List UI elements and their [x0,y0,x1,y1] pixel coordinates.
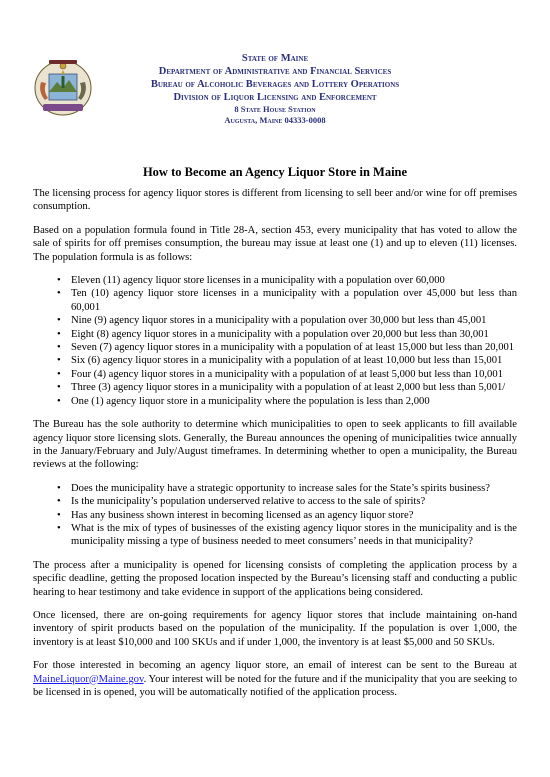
list-item-text: One (1) agency liquor store in a municipality where the population is less than 2,000 [71,395,430,407]
bullet-icon: • [57,355,61,367]
list-item-text: Is the municipality’s population underserved relative to access to the sale of spirits? [71,496,426,508]
paragraph-process: The process after a municipality is opened for licensing consists of completing the application process by a specific deadline, getting the proposed location inspected by the Bureau’s licensing staff and conducting a public hearing to hear testimony and take evidence in support of the applications being considered. [33,559,517,598]
letterhead-division: Division of Liquor Licensing and Enforcement [173,92,377,103]
letterhead-station: 8 State House Station [234,104,316,114]
contact-text-before: For those interested in becoming an agency liquor store, an email of interest can be sent to the Bureau at [33,660,517,672]
list-item [57,381,517,394]
page-title: How to Become an Agency Liquor Store in Maine [142,165,408,179]
bullet-icon: • [57,342,61,354]
list-item-text: Has any business shown interest in becoming licensed as an agency liquor store? [71,509,414,521]
list-item-text: Eleven (11) agency liquor store licenses in a municipality with a population over 60,000 [71,275,445,287]
list-item-text: Eight (8) agency liquor stores in a municipality with a population over 20,000 but less than 30,001 [71,328,489,340]
paragraph-bureau-authority: The Bureau has the sole authority to determine which municipalities to open to seek applicants to fill available agency liquor store licensing slots. Generally, the Bureau announces the opening of municipalities twice annually in the January/February and July/August timeframes. In determining whether to open a municipality, the Bureau reviews at the following: [33,419,517,471]
list-item-text: Three (3) agency liquor stores in a municipality with a population of at least 2,000 but less than 5,001/ [71,382,506,394]
maine-state-seal-icon [33,52,93,118]
list-item [57,395,517,408]
contact-text-after: . Your interest will be noted for the future and if the municipality that you are seeking to be licensed in is opened, you will be automatically notified of the application process. [33,673,517,698]
letterhead-department: Department of Administrative and Financial Services [158,66,392,77]
list-item-text: Six (6) agency liquor stores in a municipality with a population of at least 10,000 but less than 15,001 [71,355,503,367]
list-item [57,314,517,327]
paragraph-formula-intro: Based on a population formula found in Title 28-A, section 453, every municipality that has voted to allow the sale of spirits for off premises consumption, the bureau may issue at least one (1) and up to eleven (11) licenses. The population formula is as follows: [33,224,517,263]
letterhead [100,52,450,126]
list-item [57,341,517,354]
bullet-icon: • [57,382,61,394]
bullet-icon: • [57,509,61,521]
bullet-icon: • [57,395,61,407]
email-link[interactable]: MaineLiquor@Maine.gov [33,673,144,685]
bullet-icon: • [57,288,61,300]
list-item [57,354,517,367]
list-item [57,482,517,495]
bullet-icon: • [57,482,61,494]
list-item-text: Seven (7) agency liquor stores in a municipality with a population of at least 15,000 but less than 20,001 [71,342,515,354]
list-item-text: Ten (10) agency liquor store licenses in a municipality with a population over 45,000 but less than 60,001 [71,288,517,313]
letterhead-state: State of Maine [241,53,309,64]
bullet-icon: • [57,368,61,380]
document-body [33,187,517,709]
list-item [57,495,517,508]
list-item [57,522,517,549]
list-item-text: Does the municipality have a strategic opportunity to increase sales for the State’s spirits business? [71,482,490,494]
bullet-icon: • [57,496,61,508]
list-item-text: What is the mix of types of businesses of the existing agency liquor stores in the municipality and is the municipality missing a type of business needed to meet consumers’ needs in that municipality? [71,522,517,548]
bullet-icon: • [57,328,61,340]
list-item [57,274,517,287]
bullet-icon: • [57,522,61,534]
letterhead-bureau: Bureau of Alcoholic Beverages and Lottery Operations [150,79,400,90]
list-item-text: Four (4) agency liquor stores in a municipality with a population of at least 5,000 but less than 10,001 [71,368,503,380]
review-criteria-list [33,482,517,549]
population-formula-list [33,274,517,408]
list-item [57,368,517,381]
paragraph-intro: The licensing process for agency liquor stores is different from licensing to sell beer and/or wine for off premises consumption. [33,188,517,213]
letterhead-address: Augusta, Maine 04333-0008 [224,115,326,125]
list-item [57,328,517,341]
list-item [57,509,517,522]
bullet-icon: • [57,315,61,327]
paragraph-requirements: Once licensed, there are on-going requirements for agency liquor stores that include maintaining on-hand inventory of spirit products based on the population of the municipality. If the population is over 1,000, the inventory is at least $10,000 and 100 SKUs and if under 1,000, the inventory is at least $5,000 and 50 SKUs. [33,609,517,648]
paragraph-contact [33,659,517,699]
bullet-icon: • [57,275,61,287]
list-item [57,287,517,314]
list-item-text: Nine (9) agency liquor stores in a municipality with a population over 30,000 but less than 45,001 [71,315,487,327]
